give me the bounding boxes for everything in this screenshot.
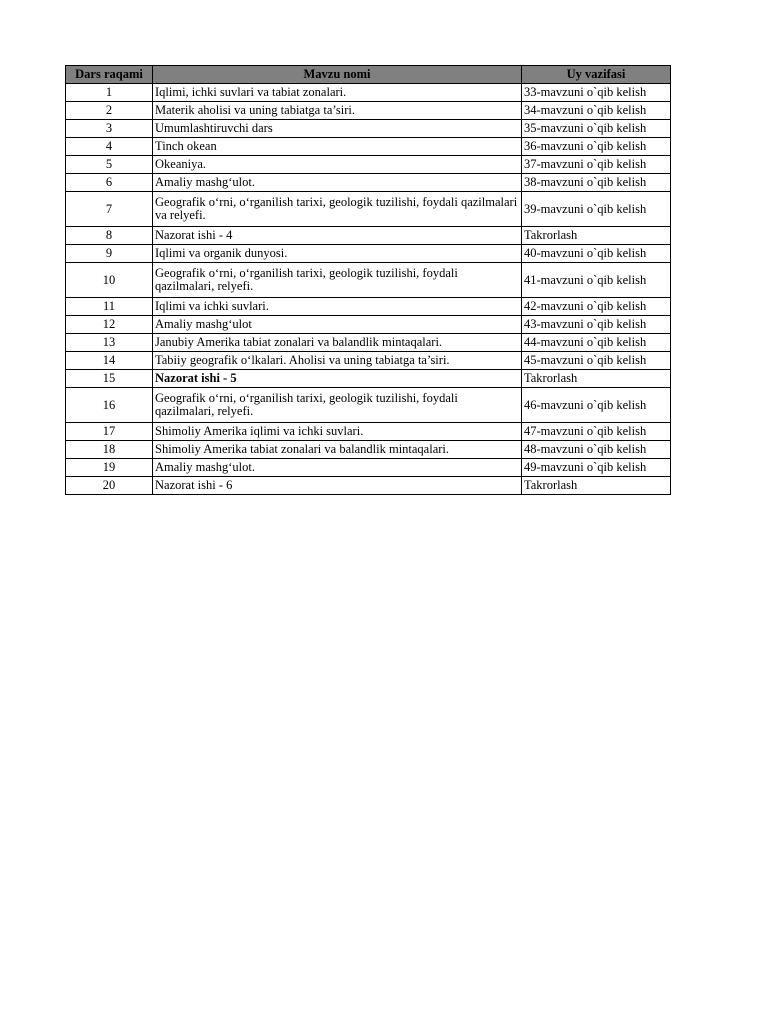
homework-cell: 39-mavzuni o`qib kelish — [522, 192, 671, 227]
header-row — [66, 66, 671, 84]
topic-name-cell: Iqlimi, ichki suvlari va tabiat zonalari. — [153, 84, 522, 102]
topic-name-cell: Materik aholisi va uning tabiatga ta’siri. — [153, 102, 522, 120]
homework-cell: 38-mavzuni o`qib kelish — [522, 174, 671, 192]
topic-name-cell: Umumlashtiruvchi dars — [153, 120, 522, 138]
table-row — [66, 102, 671, 120]
lesson-number-cell: 8 — [66, 227, 153, 245]
homework-cell: 37-mavzuni o`qib kelish — [522, 156, 671, 174]
lesson-number-cell: 18 — [66, 441, 153, 459]
homework-cell: 44-mavzuni o`qib kelish — [522, 334, 671, 352]
table-row — [66, 174, 671, 192]
topic-name-cell: Nazorat ishi - 5 — [153, 370, 522, 388]
topic-name-cell: Amaliy mashg‘ulot — [153, 316, 522, 334]
table-body — [66, 84, 671, 495]
topic-name-cell: Iqlimi va organik dunyosi. — [153, 245, 522, 263]
lesson-number-cell: 5 — [66, 156, 153, 174]
table-row — [66, 138, 671, 156]
table-row — [66, 120, 671, 138]
topic-name-cell: Tinch okean — [153, 138, 522, 156]
header-topic-name: Mavzu nomi — [153, 66, 522, 84]
topic-name-cell: Amaliy mashg‘ulot. — [153, 174, 522, 192]
table-row — [66, 352, 671, 370]
homework-cell: 47-mavzuni o`qib kelish — [522, 423, 671, 441]
lesson-number-cell: 20 — [66, 477, 153, 495]
table-header — [66, 66, 671, 84]
lesson-number-cell: 17 — [66, 423, 153, 441]
table-row — [66, 192, 671, 227]
lesson-number-cell: 10 — [66, 263, 153, 298]
table-row — [66, 84, 671, 102]
topic-name-cell: Nazorat ishi - 4 — [153, 227, 522, 245]
topic-name-cell: Geografik o‘rni, o‘rganilish tarixi, geologik tuzilishi, foydali qazilmalari, relyefi. — [153, 388, 522, 423]
topic-name-cell: Janubiy Amerika tabiat zonalari va balandlik mintaqalari. — [153, 334, 522, 352]
table-row — [66, 334, 671, 352]
homework-cell: 34-mavzuni o`qib kelish — [522, 102, 671, 120]
topic-name-cell: Shimoliy Amerika tabiat zonalari va balandlik mintaqalari. — [153, 441, 522, 459]
lesson-number-cell: 11 — [66, 298, 153, 316]
table-row — [66, 388, 671, 423]
lesson-number-cell: 15 — [66, 370, 153, 388]
topic-name-cell: Shimoliy Amerika iqlimi va ichki suvlari. — [153, 423, 522, 441]
homework-cell: 33-mavzuni o`qib kelish — [522, 84, 671, 102]
homework-cell: 48-mavzuni o`qib kelish — [522, 441, 671, 459]
homework-cell: 40-mavzuni o`qib kelish — [522, 245, 671, 263]
homework-cell: 36-mavzuni o`qib kelish — [522, 138, 671, 156]
homework-cell: Takrorlash — [522, 227, 671, 245]
homework-cell: 45-mavzuni o`qib kelish — [522, 352, 671, 370]
lesson-number-cell: 9 — [66, 245, 153, 263]
lesson-number-cell: 16 — [66, 388, 153, 423]
header-lesson-number: Dars raqami — [66, 66, 153, 84]
lesson-number-cell: 2 — [66, 102, 153, 120]
table-row — [66, 477, 671, 495]
homework-cell: Takrorlash — [522, 370, 671, 388]
topic-name-cell: Tabiiy geografik o‘lkalari. Aholisi va uning tabiatga ta’siri. — [153, 352, 522, 370]
homework-cell: 35-mavzuni o`qib kelish — [522, 120, 671, 138]
table-row — [66, 298, 671, 316]
lesson-number-cell: 14 — [66, 352, 153, 370]
topic-name-cell: Iqlimi va ichki suvlari. — [153, 298, 522, 316]
header-homework: Uy vazifasi — [522, 66, 671, 84]
lesson-number-cell: 1 — [66, 84, 153, 102]
table-row — [66, 227, 671, 245]
table-row — [66, 370, 671, 388]
lesson-number-cell: 13 — [66, 334, 153, 352]
lesson-number-cell: 7 — [66, 192, 153, 227]
table-row — [66, 316, 671, 334]
table-row — [66, 245, 671, 263]
topic-name-cell: Geografik o‘rni, o‘rganilish tarixi, geologik tuzilishi, foydali qazilmalari va relyefi. — [153, 192, 522, 227]
homework-cell: 41-mavzuni o`qib kelish — [522, 263, 671, 298]
lesson-number-cell: 12 — [66, 316, 153, 334]
table-row — [66, 423, 671, 441]
table-row — [66, 459, 671, 477]
homework-cell: 46-mavzuni o`qib kelish — [522, 388, 671, 423]
lesson-schedule-table — [65, 65, 671, 495]
table-row — [66, 156, 671, 174]
table-row — [66, 263, 671, 298]
lesson-number-cell: 4 — [66, 138, 153, 156]
lesson-number-cell: 3 — [66, 120, 153, 138]
lesson-number-cell: 19 — [66, 459, 153, 477]
topic-name-cell: Okeaniya. — [153, 156, 522, 174]
topic-name-cell: Nazorat ishi - 6 — [153, 477, 522, 495]
table-row — [66, 441, 671, 459]
lesson-number-cell: 6 — [66, 174, 153, 192]
homework-cell: 42-mavzuni o`qib kelish — [522, 298, 671, 316]
topic-name-cell: Amaliy mashg‘ulot. — [153, 459, 522, 477]
homework-cell: 43-mavzuni o`qib kelish — [522, 316, 671, 334]
homework-cell: 49-mavzuni o`qib kelish — [522, 459, 671, 477]
homework-cell: Takrorlash — [522, 477, 671, 495]
topic-name-cell: Geografik o‘rni, o‘rganilish tarixi, geologik tuzilishi, foydali qazilmalari, relyefi. — [153, 263, 522, 298]
